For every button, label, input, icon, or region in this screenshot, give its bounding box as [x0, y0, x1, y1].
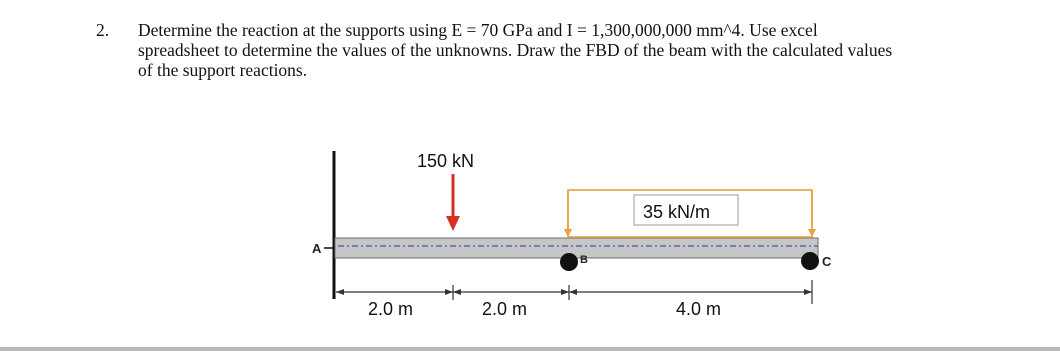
dimension-arrowhead — [336, 289, 344, 295]
dimension-arrowhead — [453, 289, 461, 295]
distributed-load-arrowhead — [564, 229, 572, 237]
support-b-label: B — [580, 254, 588, 266]
problem-line: spreadsheet to determine the values of the unknowns. Draw the FBD of the beam with the calculated values — [138, 40, 893, 60]
dimension-arrowhead — [445, 289, 453, 295]
support-c-roller — [801, 252, 819, 270]
distributed-load-label: 35 kN/m — [643, 202, 711, 222]
dimension-arrowhead — [561, 289, 569, 295]
support-a-label: A — [312, 241, 322, 256]
distributed-load-arrowhead — [808, 229, 816, 237]
dimension-arrowhead — [569, 289, 577, 295]
problem-line: of the support reactions. — [138, 60, 308, 80]
beam — [335, 238, 818, 258]
dimension-label: 2.0 m — [482, 299, 528, 319]
support-b-roller — [560, 253, 578, 271]
support-c-label: C — [822, 254, 832, 269]
bottom-rule — [0, 347, 1060, 351]
problem-line: Determine the reaction at the supports using E = 70 GPa and I = 1,300,000,000 mm^4. Use excel — [138, 20, 818, 40]
dimension-label: 2.0 m — [368, 299, 414, 319]
problem-number: 2. — [96, 20, 110, 40]
dimension-arrowhead — [804, 289, 812, 295]
point-load-arrowhead — [446, 216, 460, 231]
dimension-label: 4.0 m — [676, 299, 722, 319]
point-load-label: 150 kN — [417, 151, 475, 171]
